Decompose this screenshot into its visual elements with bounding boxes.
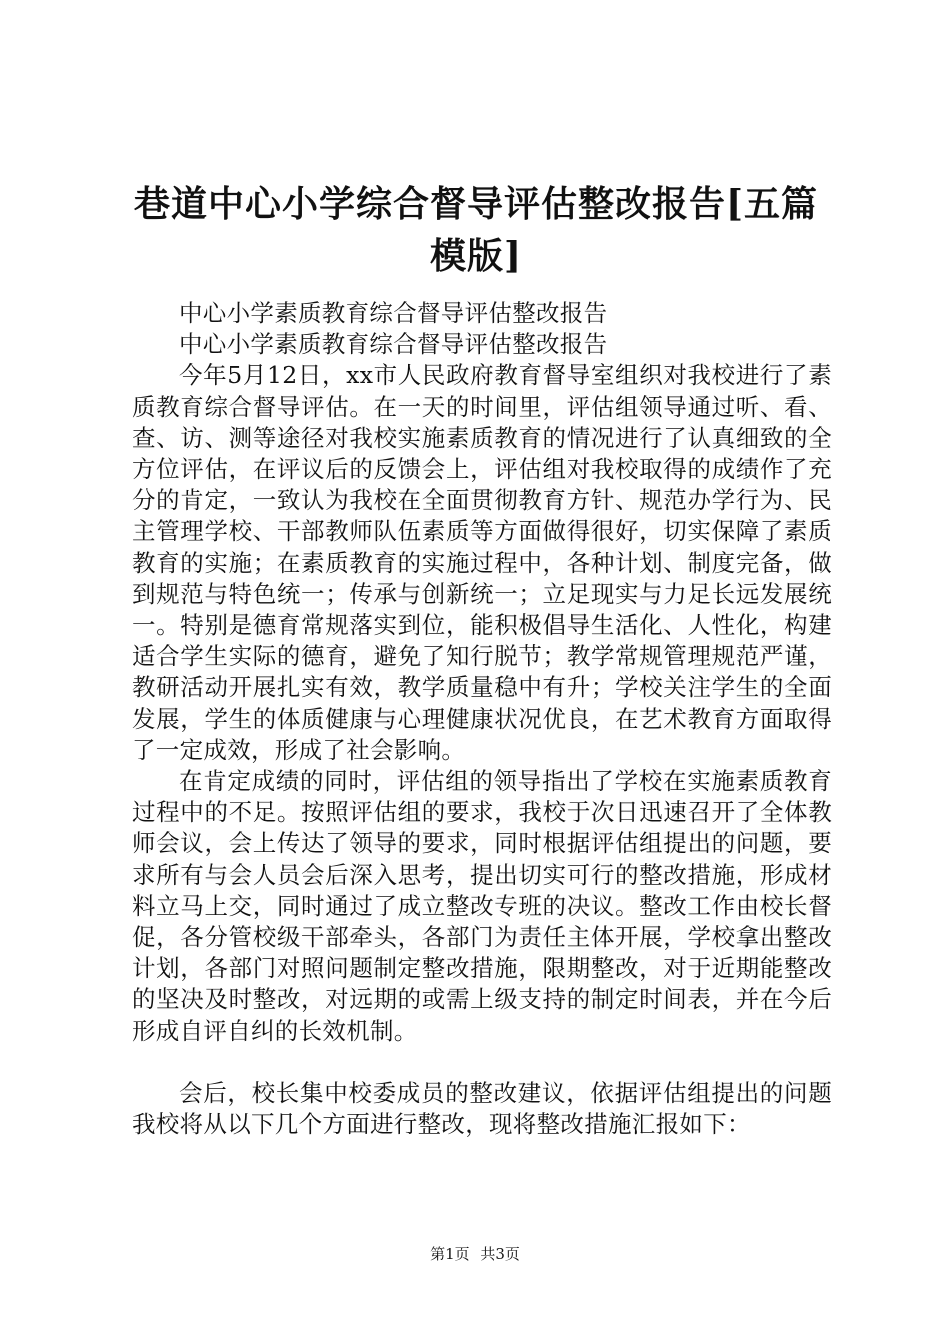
page-number: 第1页 — [430, 1245, 470, 1263]
paragraph-rectification-intro: 会后，校长集中校委成员的整改建议，依据评估组提出的问题我校将从以下几个方面进行整改，现将整改措施汇报如下： — [132, 1078, 832, 1139]
paragraph-subtitle-2: 中心小学素质教育综合督导评估整改报告 — [179, 330, 608, 359]
page-footer — [0, 1244, 950, 1264]
paragraph-evaluation-summary: 今年5月12日，xx市人民政府教育督导室组织对我校进行了素质教育综合督导评估。在一天的时间里，评估组领导通过听、看、查、访、测等途径对我校实施素质教育的情况进行了认真细致的全方位评估，在评议后的反馈会上，评估组对我校取得的成绩作了充分的肯定，一致认为我校在全面贯彻教育方针、规范办学行为、民主管理学校、干部教师队伍素质等方面做得很好，切实保障了素质教育的实施；在素质教育的实施过程中，各种计划、制度完备，做到规范与特色统一；传承与创新统一；立足现实与力足长远发展统一。特别是德育常规落实到位，能积极倡导生活化、人性化，构建适合学生实际的德育，避免了知行脱节；教学常规管理规范严谨，教研活动开展扎实有效，教学质量稳中有升；学校关注学生的全面发展，学生的体质健康与心理健康状况优良，在艺术教育方面取得了一定成效，形成了社会影响。 — [132, 361, 832, 764]
document-title: 巷道中心小学综合督导评估整改报告[五篇模版] — [133, 183, 819, 277]
paragraph-shortcomings: 在肯定成绩的同时，评估组的领导指出了学校在实施素质教育过程中的不足。按照评估组的要求，我校于次日迅速召开了全体教师会议，会上传达了领导的要求，同时根据评估组提出的问题，要求所有与会人员会后深入思考，提出切实可行的整改措施，形成材料立马上交，同时通过了成立整改专班的决议。整改工作由校长督促，各分管校级干部牵头，各部门为责任主体开展，学校拿出整改计划，各部门对照问题制定整改措施，限期整改，对于近期能整改的坚决及时整改，对远期的或需上级支持的制定时间表，并在今后形成自评自纠的长效机制。 — [132, 767, 832, 1045]
page-total: 共3页 — [480, 1245, 520, 1263]
document-body — [132, 298, 832, 1140]
paragraph-subtitle-1: 中心小学素质教育综合督导评估整改报告 — [179, 299, 608, 327]
